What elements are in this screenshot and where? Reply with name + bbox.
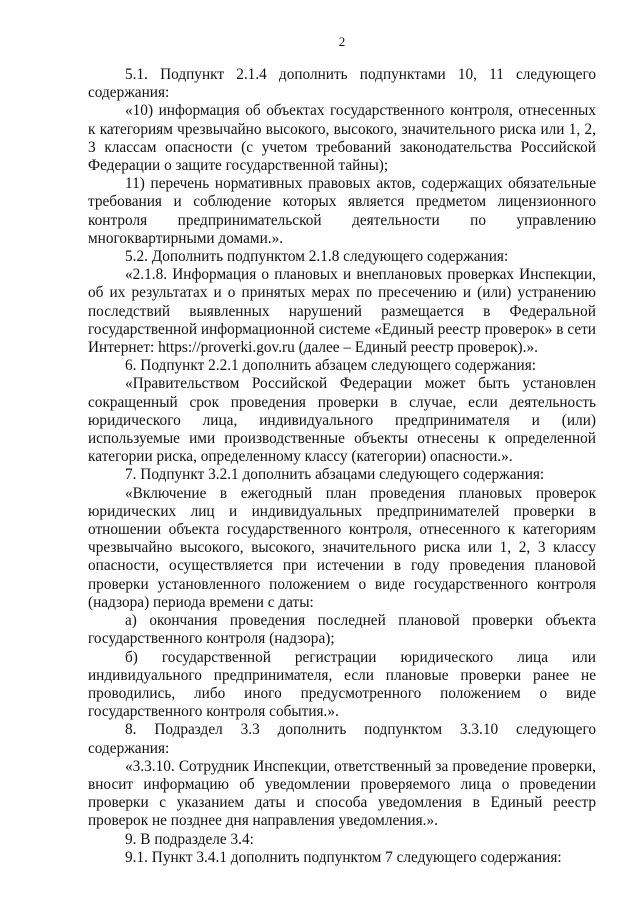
paragraph-6: 6. Подпункт 2.2.1 дополнить абзацем следующего содержания: [125, 357, 536, 375]
paragraph-7: 7. Подпункт 3.2.1 дополнить абзацами следующего содержания: [125, 466, 545, 484]
paragraph-item-b: б) государственной регистрации юридического лица или индивидуального предпринимателя, если плановые проверки ранее не проводились, либо иного предусмотренного положением о виде государственного контроля события.». [88, 648, 596, 721]
paragraph-8: 8. Подраздел 3.3 дополнить подпунктом 3.3.10 следующего содержания: [88, 721, 596, 757]
paragraph-government-term: «Правительством Российской Федерации может быть установлен сокращенный срок проведения проверки в случае, если деятельность юридического лица, индивидуального предпринимателя и (или) используемые ими производственные объекты отнесены к определенной категории риска, определенному классу (категории) опасности.». [88, 375, 596, 466]
paragraph-item-a: а) окончания проведения последней плановой проверки объекта государственного контроля (надзора); [88, 612, 596, 648]
paragraph-3-3-10: «3.3.10. Сотрудник Инспекции, ответственный за проведение проверки, вносит информацию об уведомлении проверяемого лица о проведении проверки с указанием даты и способа уведомления в Единый реестр проверок не позднее дня направления уведомления.». [88, 757, 596, 830]
paragraph-annual-plan: «Включение в ежегодный план проведения плановых проверок юридических лиц и индивидуальных предпринимателей проверки в отношении объекта государственного контроля, отнесенного к категориям чрезвычайно высокого, высокого, значительного риска или 1, 2, 3 классу опасности, осуществляется при истечении в году проведения плановой проверки установленного положением о виде государственного контроля (надзора) периода времени с даты: [88, 484, 596, 611]
document-body [88, 66, 596, 867]
paragraph-9-1: 9.1. Пункт 3.4.1 дополнить подпунктом 7 следующего содержания: [125, 848, 562, 866]
paragraph-item-11: 11) перечень нормативных правовых актов, содержащих обязательные требования и соблюдение которых является предметом лицензионного контроля предпринимательской деятельности по управлению многоквартирными домами.». [88, 175, 596, 247]
paragraph-9: 9. В подразделе 3.4: [125, 830, 254, 848]
paragraph-5-1: 5.1. Подпункт 2.1.4 дополнить подпунктами 10, 11 следующего содержания: [88, 66, 596, 102]
paragraph-5-2: 5.2. Дополнить подпунктом 2.1.8 следующего содержания: [125, 248, 509, 266]
paragraph-2-1-8: «2.1.8. Информация о плановых и внеплановых проверках Инспекции, об их результатах и о принятых мерах по пресечению и (или) устранению последствий выявленных нарушений размещается в Федеральной государственной информационной системе «Единый реестр проверок» в сети Интернет: https://proverki.gov.ru (далее – Единый реестр проверок).». [88, 266, 596, 357]
page-number: 2 [338, 34, 346, 49]
paragraph-item-10: «10) информация об объектах государственного контроля, отнесенных к категориям чрезвычайно высокого, высокого, значительного риска или 1, 2, 3 классам опасности (с учетом требований законодательства Российской Федерации о защите государственной тайны); [88, 102, 596, 175]
